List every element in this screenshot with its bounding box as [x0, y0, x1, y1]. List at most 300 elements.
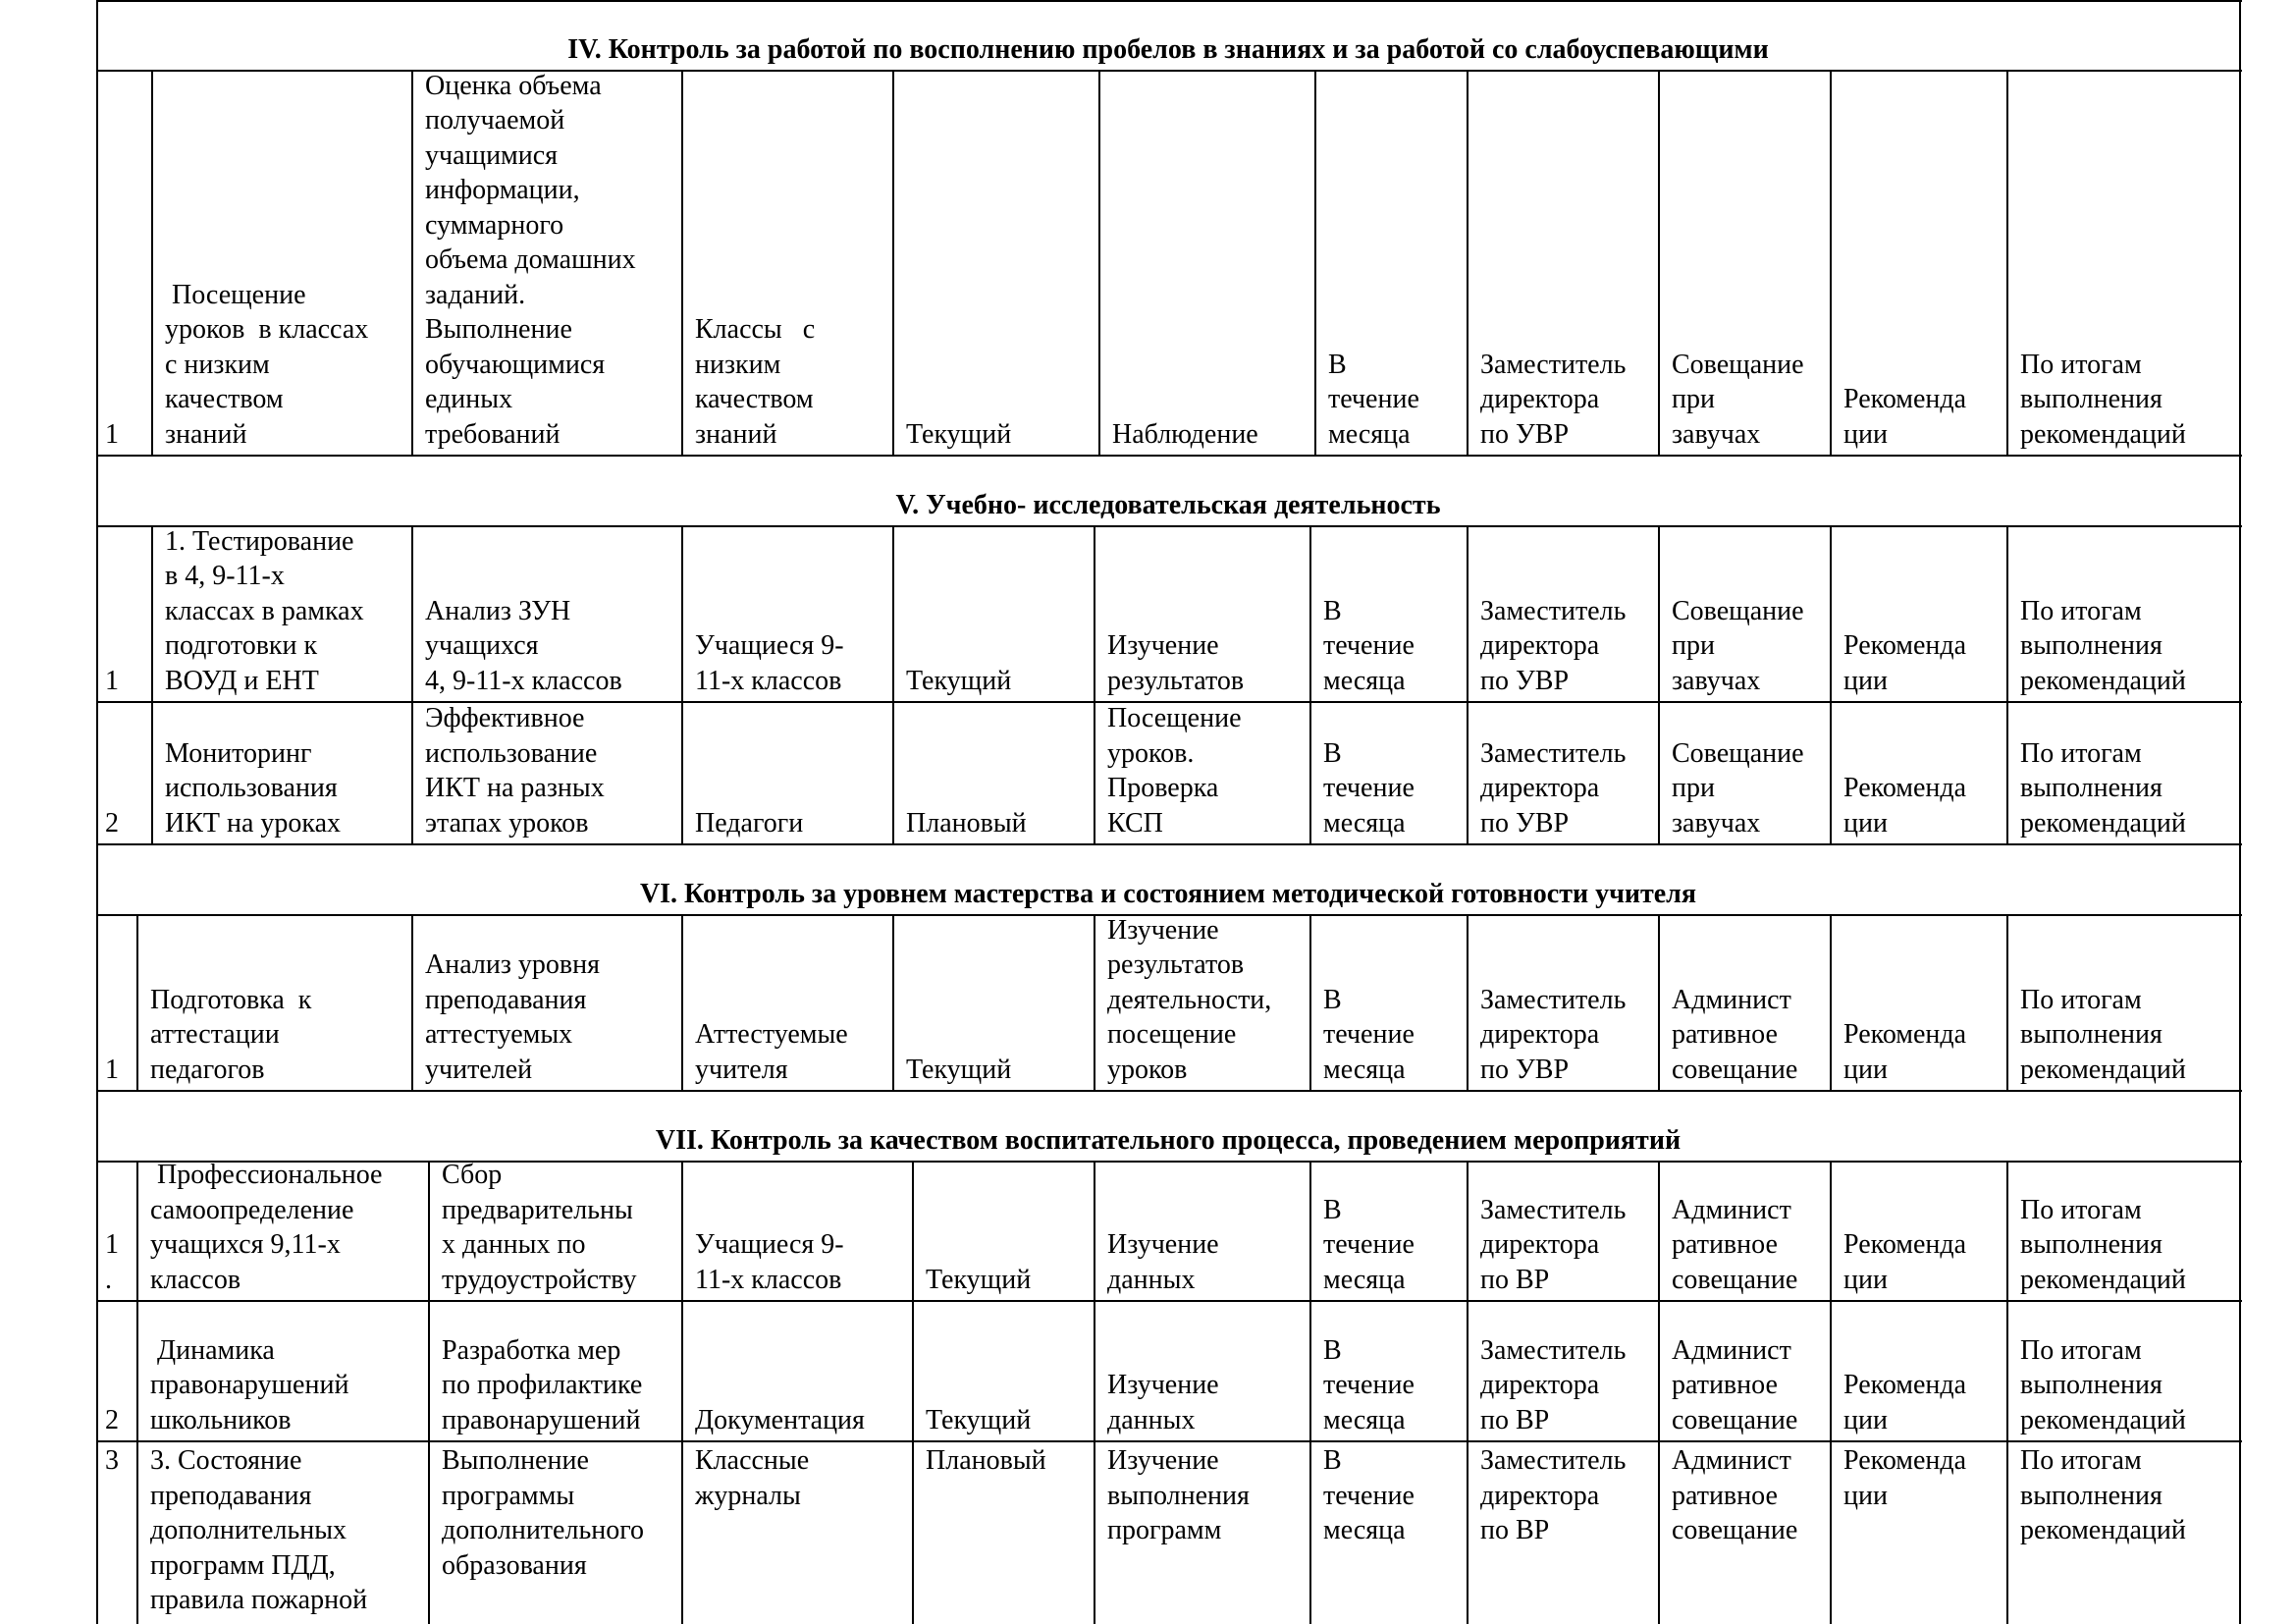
cell-object: [695, 73, 890, 452]
cell-line: по ВР: [1480, 1404, 1550, 1435]
cell-line: получаемой: [425, 105, 565, 135]
cell-line: директора: [1480, 1370, 1600, 1400]
cell-line: выполнения: [1107, 1480, 1250, 1511]
cell-line: ИКТ на уроках: [165, 807, 342, 839]
cell-line: совещание: [1672, 1264, 1798, 1295]
cell-line: Посещение: [165, 279, 306, 310]
cell-type: [906, 917, 1092, 1087]
cell-line: при: [1672, 773, 1715, 803]
cell-line: .: [105, 1264, 112, 1295]
cell-responsible: [1480, 1164, 1656, 1297]
cell-line: Изучение: [1107, 1229, 1219, 1260]
cell-type: [906, 704, 1092, 840]
table-rule: [1094, 915, 1095, 1091]
cell-line: выполнения: [2020, 1480, 2163, 1511]
cell-line: Учащиеся 9-: [695, 1229, 844, 1260]
cell-line: правонарушений: [150, 1370, 349, 1400]
cell-responsible: [1480, 704, 1656, 840]
cell-method: [1107, 528, 1308, 698]
table-rule: [1658, 1441, 1660, 1624]
cell-line: По итогам: [2020, 984, 2142, 1015]
cell-line: по УВР: [1480, 807, 1570, 839]
table-rule: [1830, 1441, 1832, 1624]
cell-time: [1323, 1303, 1465, 1437]
cell-line: деятельности,: [1107, 984, 1272, 1015]
cell-method: [1107, 914, 1308, 1087]
cell-line: результатов: [1107, 949, 1245, 980]
cell-line: Заместитель: [1480, 737, 1627, 769]
cell-line: учащихся 9,11-х: [150, 1229, 341, 1260]
cell-line: Документация: [695, 1404, 865, 1435]
cell-line: Наблюдение: [1112, 418, 1258, 450]
table-rule: [912, 1441, 914, 1624]
cell-line: преподавания: [150, 1480, 312, 1511]
cell-line: 1: [105, 665, 119, 696]
cell-goal: [425, 704, 679, 840]
cell-time: [1323, 1443, 1465, 1620]
cell-line: ции: [1843, 665, 1888, 696]
cell-line: правонарушений: [442, 1404, 641, 1435]
cell-line: Разработка мер: [442, 1334, 621, 1366]
table-rule: [2006, 71, 2008, 456]
cell-responsible: [1480, 1443, 1656, 1620]
section-title: VI. Контроль за уровнем мастерства и состоянием методической готовности учителя: [639, 879, 1697, 909]
table-rule: [1094, 1441, 1095, 1624]
cell-line: месяца: [1323, 807, 1406, 839]
table-rule: [428, 1162, 430, 1301]
cell-line: по ВР: [1480, 1515, 1550, 1545]
cell-responsible: [1480, 73, 1656, 452]
cell-topic: [150, 1443, 426, 1620]
table-rule: [1309, 526, 1311, 702]
cell-line: уроков: [1107, 1054, 1188, 1085]
cell-line: учащимися: [425, 139, 559, 171]
cell-line: Эффективное: [425, 703, 585, 733]
cell-line: рекомендаций: [2020, 665, 2186, 696]
cell-num: [105, 1164, 130, 1297]
cell-line: дополнительных: [150, 1515, 347, 1545]
table-rule: [2006, 1301, 2008, 1441]
cell-line: ции: [1843, 1264, 1888, 1295]
table-rule: [97, 70, 2242, 72]
cell-line: ративное: [1672, 1480, 1778, 1511]
table-rule: [1658, 1162, 1660, 1301]
table-rule: [136, 915, 138, 1091]
cell-line: по УВР: [1480, 1054, 1570, 1085]
cell-line: течение: [1323, 1370, 1415, 1400]
cell-line: КСП: [1107, 807, 1163, 839]
table-rule: [411, 526, 413, 702]
cell-review: [1672, 704, 1828, 840]
cell-line: месяца: [1328, 418, 1411, 450]
cell-line: Динамика: [150, 1334, 275, 1366]
cell-line: Аттестуемые: [695, 1019, 848, 1050]
cell-line: классов: [150, 1264, 241, 1295]
cell-line: Рекоменда: [1843, 1370, 1967, 1400]
cell-line: аттестуемых: [425, 1019, 573, 1050]
cell-line: Админист: [1672, 984, 1791, 1015]
cell-decision: [1843, 1164, 2004, 1297]
cell-line: течение: [1323, 773, 1415, 803]
cell-topic: [150, 1160, 426, 1297]
cell-line: Плановый: [926, 1445, 1046, 1476]
table-rule: [1467, 71, 1468, 456]
cell-line: Плановый: [906, 807, 1027, 839]
cell-decision: [1843, 1443, 2004, 1620]
cell-line: педагогов: [150, 1054, 265, 1085]
cell-line: выполнения: [2020, 1229, 2163, 1260]
cell-line: программы: [442, 1480, 575, 1511]
cell-line: программ: [1107, 1515, 1222, 1545]
cell-line: Анализ ЗУН: [425, 595, 571, 626]
cell-line: посещение: [1107, 1019, 1237, 1050]
cell-goal: [442, 1160, 679, 1297]
cell-followup: [2020, 73, 2237, 452]
cell-line: обучающимися: [425, 349, 606, 380]
cell-responsible: [1480, 1303, 1656, 1437]
cell-line: Проверка: [1107, 773, 1219, 803]
cell-line: директора: [1480, 630, 1600, 661]
cell-line: Админист: [1672, 1334, 1791, 1366]
cell-line: Сбор: [442, 1160, 503, 1190]
cell-num: [105, 704, 144, 840]
cell-object: [695, 1303, 910, 1437]
cell-line: директора: [1480, 1480, 1600, 1511]
cell-line: учителей: [425, 1054, 533, 1085]
cell-line: ции: [1843, 418, 1888, 450]
cell-line: директора: [1480, 773, 1600, 803]
cell-line: данных: [1107, 1404, 1196, 1435]
table-rule: [151, 71, 153, 456]
cell-line: выполнения: [2020, 1370, 2163, 1400]
cell-line: Заместитель: [1480, 1194, 1627, 1225]
cell-line: информации,: [425, 175, 580, 205]
cell-goal: [425, 528, 679, 698]
cell-line: Заместитель: [1480, 1334, 1627, 1366]
table-rule: [1658, 1301, 1660, 1441]
cell-line: ИКТ на разных: [425, 773, 605, 803]
table-rule: [151, 526, 153, 702]
cell-line: 1: [105, 418, 119, 450]
cell-goal: [425, 917, 679, 1087]
cell-method: [1107, 1164, 1308, 1297]
table-rule: [1309, 1301, 1311, 1441]
cell-review: [1672, 73, 1828, 452]
cell-review: [1672, 1164, 1828, 1297]
cell-line: Рекоменда: [1843, 773, 1967, 803]
cell-line: знаний: [695, 418, 777, 450]
cell-line: этапах уроков: [425, 807, 589, 839]
table-rule: [1830, 1301, 1832, 1441]
cell-decision: [1843, 73, 2004, 452]
cell-line: единых: [425, 384, 513, 414]
cell-line: директора: [1480, 1019, 1600, 1050]
cell-topic: [150, 1303, 426, 1437]
cell-line: Текущий: [926, 1404, 1032, 1435]
cell-line: по ВР: [1480, 1264, 1550, 1295]
cell-line: В: [1323, 1445, 1342, 1476]
cell-num: [105, 917, 130, 1087]
table-rule: [1467, 1441, 1468, 1624]
cell-line: выполнения: [2020, 773, 2163, 803]
cell-line: течение: [1323, 1480, 1415, 1511]
cell-line: предварительны: [442, 1194, 633, 1225]
cell-line: рекомендаций: [2020, 807, 2186, 839]
cell-decision: [1843, 704, 2004, 840]
cell-line: В: [1323, 737, 1342, 769]
cell-line: По итогам: [2020, 595, 2142, 626]
cell-line: по профилактике: [442, 1370, 643, 1400]
cell-decision: [1843, 1303, 2004, 1437]
cell-line: 2: [105, 1404, 119, 1435]
cell-decision: [1843, 917, 2004, 1087]
cell-line: В: [1323, 1334, 1342, 1366]
table-rule: [681, 915, 683, 1091]
cell-line: течение: [1328, 384, 1419, 414]
table-rule: [97, 1090, 2242, 1092]
table-rule: [1094, 1162, 1095, 1301]
table-rule: [97, 0, 2242, 2]
cell-followup: [2020, 704, 2237, 840]
cell-type: [926, 1443, 1092, 1620]
table-rule: [2006, 1441, 2008, 1624]
table-rule: [428, 1301, 430, 1441]
table-rule: [1094, 1301, 1095, 1441]
cell-line: совещание: [1672, 1515, 1798, 1545]
cell-line: Рекоменда: [1843, 1229, 1967, 1260]
cell-line: месяца: [1323, 1404, 1406, 1435]
cell-line: объема домашних: [425, 244, 636, 275]
cell-review: [1672, 528, 1828, 698]
table-rule: [1467, 1162, 1468, 1301]
cell-line: аттестации: [150, 1019, 280, 1050]
cell-num: [105, 528, 144, 698]
cell-review: [1672, 1303, 1828, 1437]
cell-line: Заместитель: [1480, 984, 1627, 1015]
table-rule: [428, 1441, 430, 1624]
cell-line: Заместитель: [1480, 349, 1627, 380]
cell-object: [695, 917, 890, 1087]
cell-line: выполнения: [2020, 630, 2163, 661]
cell-line: 1: [105, 1229, 119, 1260]
cell-responsible: [1480, 917, 1656, 1087]
cell-line: Подготовка к: [150, 984, 312, 1015]
cell-line: 2: [105, 807, 119, 839]
cell-line: директора: [1480, 1229, 1600, 1260]
cell-line: в 4, 9-11-х: [165, 561, 285, 591]
cell-line: уроков.: [1107, 737, 1195, 769]
cell-line: Оценка объема: [425, 70, 602, 101]
cell-num: [105, 1443, 130, 1620]
cell-num: [105, 1303, 130, 1437]
cell-followup: [2020, 1164, 2237, 1297]
cell-time: [1323, 704, 1465, 840]
cell-line: учащихся: [425, 630, 539, 661]
cell-line: использование: [425, 737, 598, 769]
cell-line: при: [1672, 384, 1715, 414]
cell-line: По итогам: [2020, 1334, 2142, 1366]
table-rule: [681, 702, 683, 844]
cell-line: уроков в классах: [165, 314, 369, 345]
cell-type: [906, 73, 1096, 452]
cell-line: Текущий: [906, 1054, 1012, 1085]
table-rule: [97, 1300, 2242, 1302]
cell-line: Профессиональное: [150, 1160, 383, 1190]
cell-line: Рекоменда: [1843, 1445, 1967, 1476]
cell-line: заданий.: [425, 279, 526, 310]
cell-line: 4, 9-11-х классов: [425, 665, 622, 696]
cell-line: по УВР: [1480, 665, 1570, 696]
cell-type: [926, 1303, 1092, 1437]
cell-line: школьников: [150, 1404, 292, 1435]
cell-line: Педагоги: [695, 807, 804, 839]
cell-line: результатов: [1107, 665, 1245, 696]
cell-line: ции: [1843, 1054, 1888, 1085]
cell-line: 11-х классов: [695, 1264, 842, 1295]
cell-line: Анализ уровня: [425, 949, 600, 980]
cell-line: 3. Состояние: [150, 1445, 302, 1476]
cell-method: [1107, 1303, 1308, 1437]
table-rule: [97, 843, 2242, 845]
table-rule: [1830, 1162, 1832, 1301]
cell-line: образования: [442, 1549, 587, 1581]
cell-line: В: [1323, 1194, 1342, 1225]
cell-line: 3: [105, 1445, 119, 1476]
cell-line: подготовки к: [165, 630, 318, 661]
table-rule: [97, 455, 2242, 457]
cell-line: Мониторинг: [165, 737, 312, 769]
cell-line: ВОУД и ЕНТ: [165, 665, 319, 696]
table-rule: [681, 526, 683, 702]
cell-line: использования: [165, 773, 338, 803]
table-rule: [1094, 526, 1095, 702]
cell-type: [926, 1164, 1092, 1297]
table-rule: [1658, 915, 1660, 1091]
cell-decision: [1843, 528, 2004, 698]
cell-line: ративное: [1672, 1370, 1778, 1400]
table-rule: [1309, 915, 1311, 1091]
cell-object: [695, 1164, 910, 1297]
table-rule: [1467, 915, 1468, 1091]
cell-line: течение: [1323, 1019, 1415, 1050]
table-rule: [1309, 1162, 1311, 1301]
cell-line: совещание: [1672, 1054, 1798, 1085]
section-title: VII. Контроль за качеством воспитательного процесса, проведением мероприятий: [655, 1125, 1682, 1156]
table-rule: [892, 915, 894, 1091]
cell-line: Изучение: [1107, 914, 1219, 946]
cell-line: месяца: [1323, 1054, 1406, 1085]
cell-line: Изучение: [1107, 630, 1219, 661]
cell-line: преподавания: [425, 984, 587, 1015]
cell-line: учителя: [695, 1054, 788, 1085]
cell-line: рекомендаций: [2020, 1054, 2186, 1085]
cell-line: самоопределение: [150, 1194, 354, 1225]
cell-line: программ ПДД,: [150, 1549, 336, 1581]
cell-line: месяца: [1323, 1515, 1406, 1545]
table-rule: [1830, 71, 1832, 456]
table-rule: [2006, 915, 2008, 1091]
cell-line: Рекоменда: [1843, 630, 1967, 661]
cell-topic: [165, 525, 409, 698]
cell-line: завучах: [1672, 807, 1761, 839]
table-rule: [892, 526, 894, 702]
cell-line: ции: [1843, 807, 1888, 839]
cell-line: классах в рамках: [165, 595, 364, 626]
cell-topic: [165, 704, 409, 840]
cell-line: Изучение: [1107, 1445, 1219, 1476]
cell-time: [1323, 528, 1465, 698]
table-rule: [1467, 702, 1468, 844]
cell-line: месяца: [1323, 665, 1406, 696]
cell-line: знаний: [165, 418, 247, 450]
cell-line: рекомендаций: [2020, 1515, 2186, 1545]
cell-line: выполнения: [2020, 384, 2163, 414]
cell-review: [1672, 917, 1828, 1087]
cell-line: журналы: [695, 1480, 801, 1511]
table-rule: [1830, 526, 1832, 702]
table-rule: [2239, 0, 2241, 1624]
cell-line: Текущий: [906, 418, 1012, 450]
cell-topic: [150, 917, 409, 1087]
cell-line: совещание: [1672, 1404, 1798, 1435]
cell-review: [1672, 1443, 1828, 1620]
cell-followup: [2020, 1443, 2237, 1620]
cell-line: правила пожарной: [150, 1585, 368, 1615]
table-rule: [1309, 702, 1311, 844]
cell-line: В: [1323, 595, 1342, 626]
table-rule: [892, 702, 894, 844]
table-rule: [681, 1162, 683, 1301]
cell-line: трудоустройству: [442, 1264, 637, 1295]
table-rule: [892, 71, 894, 456]
cell-line: Совещание: [1672, 595, 1804, 626]
table-rule: [1309, 1441, 1311, 1624]
cell-num: [105, 73, 144, 452]
table-rule: [136, 1301, 138, 1441]
cell-time: [1323, 1164, 1465, 1297]
cell-line: Выполнение: [425, 314, 572, 345]
cell-line: качеством: [165, 384, 284, 414]
cell-line: Совещание: [1672, 737, 1804, 769]
cell-line: течение: [1323, 1229, 1415, 1260]
cell-line: Классы с: [695, 314, 816, 345]
table-rule: [681, 71, 683, 456]
cell-line: ции: [1843, 1480, 1888, 1511]
cell-method: [1107, 704, 1308, 840]
cell-line: В: [1328, 349, 1347, 380]
cell-line: директора: [1480, 384, 1600, 414]
table-rule: [2006, 702, 2008, 844]
table-rule: [1658, 526, 1660, 702]
cell-line: По итогам: [2020, 1194, 2142, 1225]
table-rule: [151, 702, 153, 844]
cell-object: [695, 528, 890, 698]
cell-line: Текущий: [926, 1264, 1032, 1295]
cell-line: 11-х классов: [695, 665, 842, 696]
cell-line: Классные: [695, 1445, 810, 1476]
cell-followup: [2020, 1303, 2237, 1437]
cell-time: [1328, 73, 1465, 452]
table-rule: [1467, 526, 1468, 702]
table-rule: [2006, 1162, 2008, 1301]
cell-line: 1: [105, 1054, 119, 1085]
table-rule: [411, 915, 413, 1091]
table-rule: [1094, 702, 1095, 844]
cell-line: завучах: [1672, 665, 1761, 696]
section-title: IV. Контроль за работой по восполнению пробелов в знаниях и за работой со слабоуспевающими: [567, 34, 1769, 65]
table-rule: [1658, 71, 1660, 456]
table-rule: [1314, 71, 1316, 456]
